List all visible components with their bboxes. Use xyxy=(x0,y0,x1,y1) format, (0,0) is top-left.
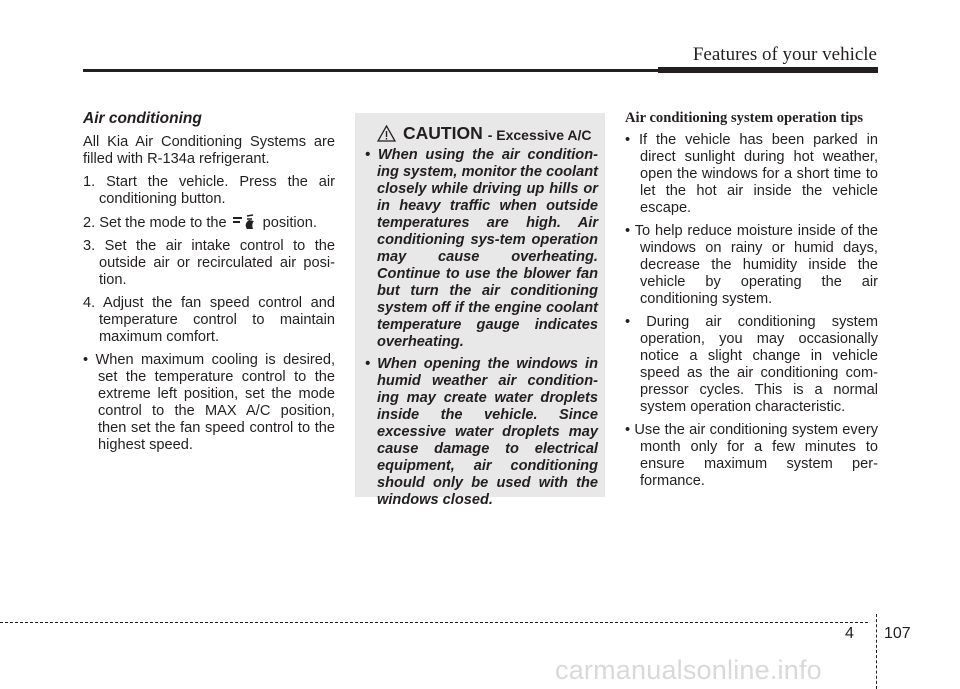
footer-rule xyxy=(0,622,868,623)
caution-box xyxy=(355,113,605,508)
tips-heading: Air conditioning system operation tips xyxy=(625,110,864,126)
page-header-title: Features of your vehicle xyxy=(692,44,877,65)
tip-item: • During air conditioning system operation, you may occasionally notice a slight change in vehicle speed as the air conditioning com-pressor cycles. This is a normal system operation characteristic. xyxy=(625,314,878,415)
watermark: carmanualsonline.info xyxy=(555,655,822,685)
step-4: 4. Adjust the fan speed control and temperature control to maintain maximum comfort. xyxy=(83,295,335,345)
step-1: 1. Start the vehicle. Press the air conditioning button. xyxy=(83,174,335,207)
step-3: 3. Set the air intake control to the outside air or recirculated air posi-tion. xyxy=(83,238,335,288)
right-column xyxy=(625,110,878,496)
step-2-suffix: position. xyxy=(262,215,317,231)
header-rule-accent xyxy=(658,67,878,73)
tip-item: • To help reduce moisture inside of the windows on rainy or humid days, decrease the humidity inside the vehicle by operating the air conditioning system. xyxy=(625,223,878,307)
caution-title: CAUTION xyxy=(403,123,483,143)
caution-subtitle: - Excessive A/C xyxy=(487,126,592,143)
caution-header xyxy=(377,123,591,144)
section-heading: Air conditioning xyxy=(83,110,202,127)
caution-body xyxy=(365,147,598,514)
warning-triangle-icon xyxy=(377,125,396,142)
step-2-text: 2. Set the mode to the xyxy=(83,215,227,231)
page-number: 107 xyxy=(884,625,911,642)
face-vent-mode-icon xyxy=(231,214,259,230)
intro-paragraph: All Kia Air Conditioning Systems are filled with R-134a refrigerant. xyxy=(83,134,335,167)
left-column xyxy=(83,110,335,460)
step-2 xyxy=(83,214,335,232)
caution-item: • When opening the windows in humid weather air condition-ing may create water droplets inside the vehicle. Since excessive water droplets may cause damage to electrical equipment, air conditioning should only be used with the windows closed. xyxy=(365,356,598,508)
caution-item: • When using the air condition-ing system, monitor the coolant closely while driving up hills or in heavy traffic when outside temperatures are high. Air conditioning sys-tem operation may cause overheating. Continue to use the blower fan but turn the air conditioning system off if the engine coolant temperature gauge indicates overheating. xyxy=(365,147,598,350)
footer-divider xyxy=(876,614,877,689)
tip-item: • Use the air conditioning system every month only for a few minutes to ensure maximum system per-formance. xyxy=(625,422,878,489)
max-cooling-bullet: • When maximum cooling is desired, set the temperature control to the extreme left position, set the mode control to the MAX A/C position, then set the fan speed control to the highest speed. xyxy=(83,352,335,453)
chapter-number: 4 xyxy=(845,625,854,642)
tip-item: • If the vehicle has been parked in direct sunlight during hot weather, open the windows for a short time to let the hot air inside the vehicle escape. xyxy=(625,132,878,216)
